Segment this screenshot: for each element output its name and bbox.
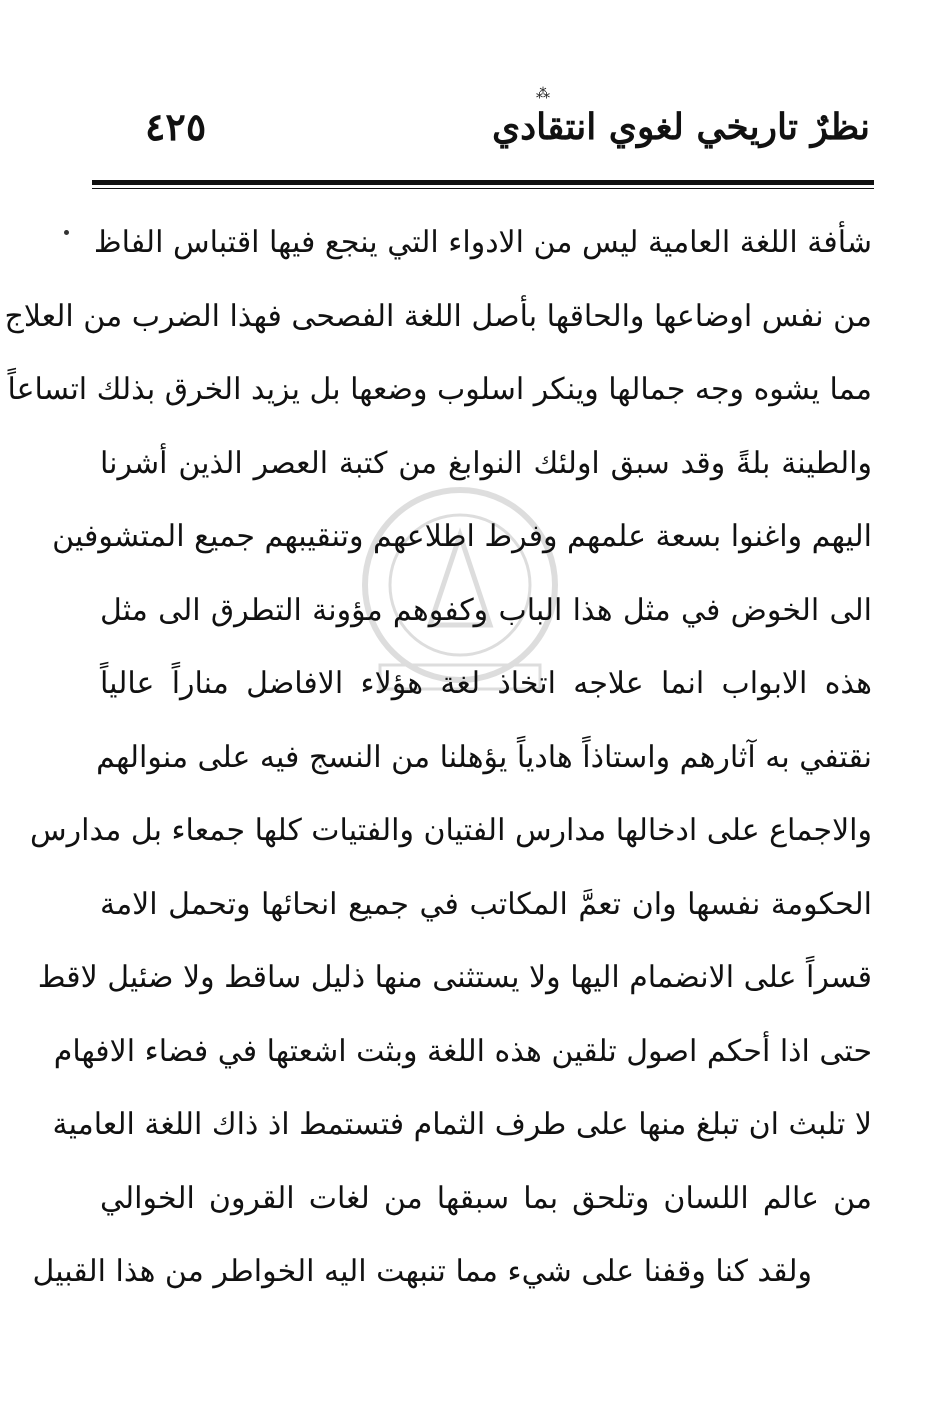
text-line-paragraph-start: ولقد كنا وقفنا على شيء مما تنبهت اليه الخواطر من هذا القبيل xyxy=(32,1254,812,1289)
ornament-icon: ⁂ xyxy=(536,86,550,102)
text-line: اليهم واغنوا بسعة علمهم وفرط اطلاعهم وتنقيبهم جميع المتشوفين xyxy=(52,519,872,554)
text-line: حتى اذا أحكم اصول تلقين هذه اللغة وبثت اشعتها في فضاء الافهام xyxy=(53,1033,872,1069)
page-header xyxy=(90,92,870,172)
text-line: من عالم اللسان وتلحق بما سبقها من لغات القرون الخوالي xyxy=(100,1180,872,1216)
text-line: قسراً على الانضمام اليها ولا يستثنى منها ذليل ساقط ولا ضئيل لاقط xyxy=(37,960,872,995)
text-line: مما يشوه وجه جمالها وينكر اسلوب وضعها بل يزيد الخرق بذلك اتساعاً xyxy=(7,372,872,407)
text-line: هذه الابواب انما علاجه اتخاذ لغة هؤلاء الافاضل مناراً عالياً xyxy=(100,666,872,701)
text-line: من نفس اوضاعها والحاقها بأصل اللغة الفصحى فهذا الضرب من العلاج xyxy=(4,298,872,334)
text-line: والطينة بلةً وقد سبق اولئك النوابغ من كتبة العصر الذين أشرنا xyxy=(100,445,872,481)
margin-mark xyxy=(64,230,69,235)
text-line: شأفة اللغة العامية ليس من الادواء التي ينجع فيها اقتباس الفاظ xyxy=(93,225,872,260)
text-line: الى الخوض في مثل هذا الباب وكفوهم مؤونة التطرق الى مثل xyxy=(100,592,872,628)
text-line: والاجماع على ادخالها مدارس الفتيان والفتيات كلها جمعاء بل مدارس xyxy=(30,813,872,848)
text-line: الحكومة نفسها وان تعمَّ المكاتب في جميع انحائها وتحمل الامة xyxy=(100,886,872,922)
page-number: ٤٢٥ xyxy=(145,104,207,149)
text-line: نقتفي به آثارهم واستاذاً هادياً يؤهلنا من النسج فيه على منوالهم xyxy=(96,739,872,775)
text-line: لا تلبث ان تبلغ منها على طرف الثمام فتستمط اذ ذاك اللغة العامية xyxy=(52,1107,872,1142)
header-rule xyxy=(92,180,874,185)
header-rule-thin xyxy=(92,188,874,189)
running-title: نظرٌ تاريخي لغوي انتقادي xyxy=(491,106,870,148)
body-text xyxy=(4,206,872,1309)
